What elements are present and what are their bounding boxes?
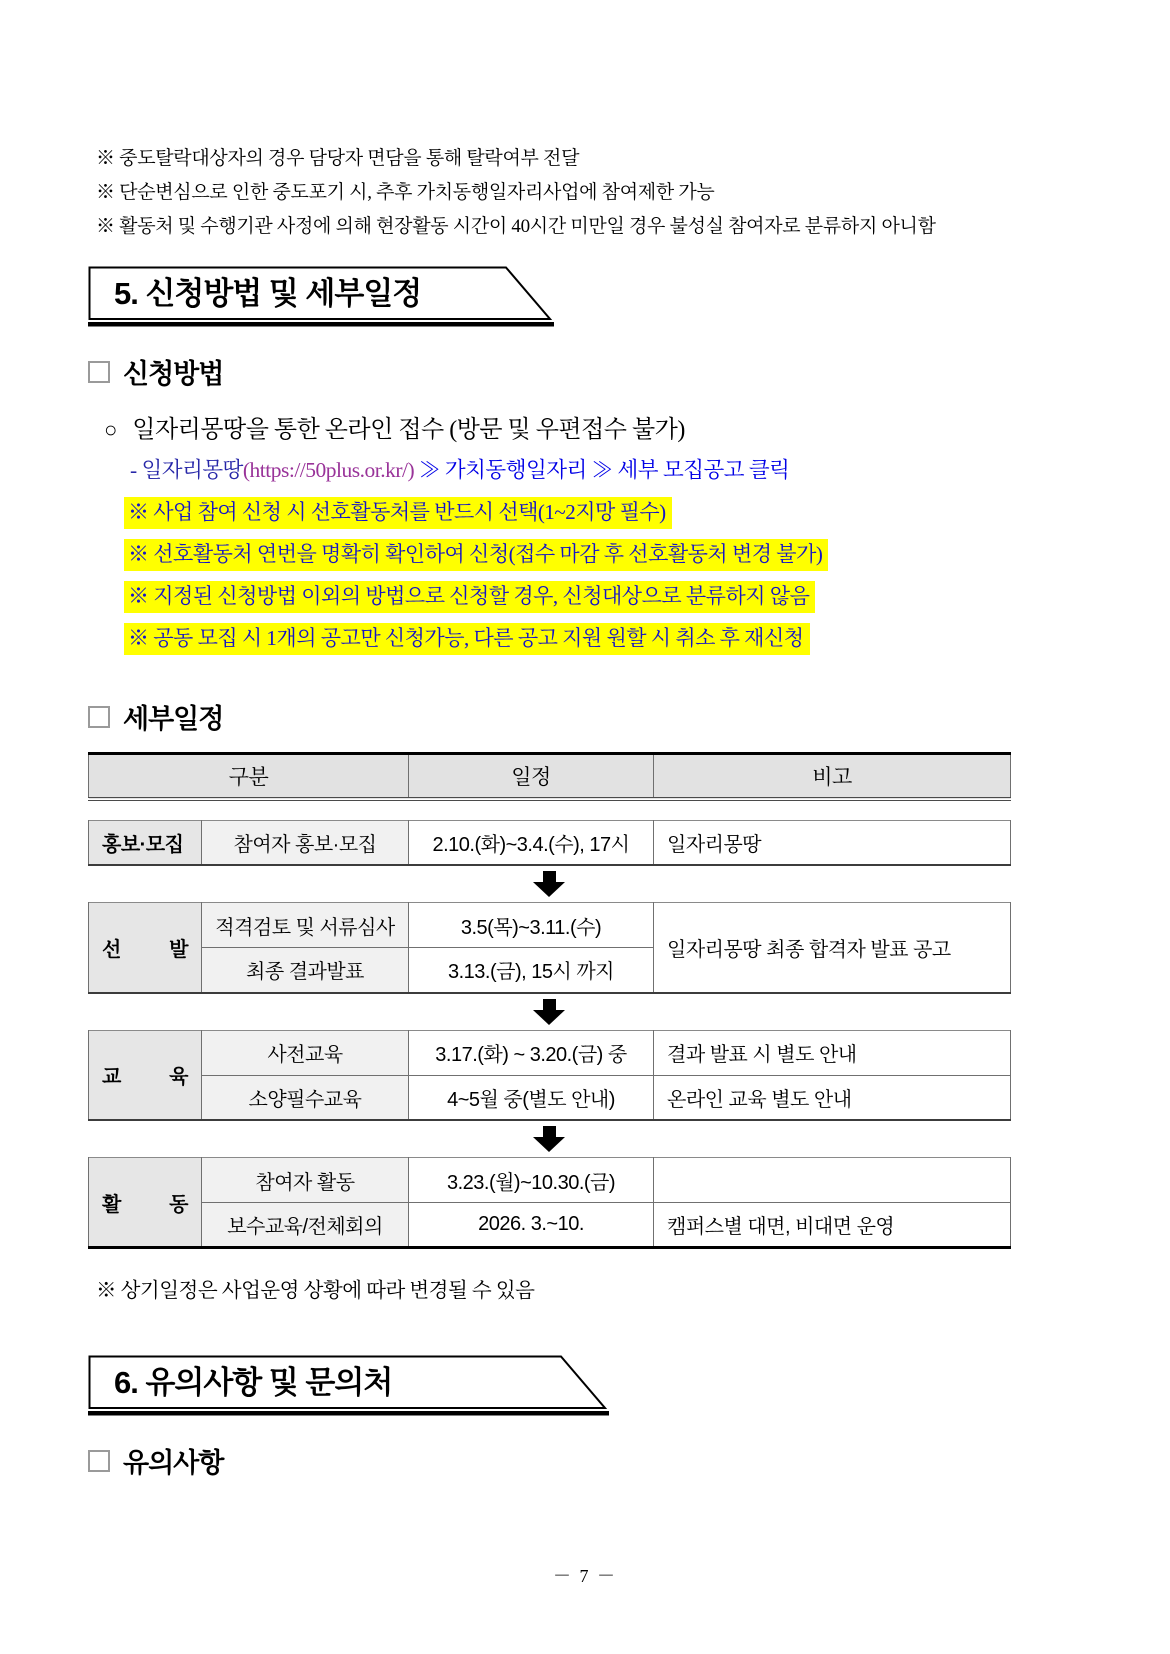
apply-highlight-notes: [88, 497, 1098, 655]
item-cell: 사전교육: [202, 1030, 409, 1075]
note-cell: 결과 발표 시 별도 안내: [654, 1030, 1011, 1075]
item-cell: 참여자 홍보·모집: [202, 820, 409, 865]
schedule-cell: 4~5월 중(별도 안내): [409, 1075, 654, 1120]
header-schedule: 일정: [409, 754, 654, 799]
flow-arrow: [88, 866, 1010, 902]
table-row: [89, 820, 1011, 865]
note-cell-merged: 일자리몽땅 최종 합격자 발표 공고: [654, 903, 1011, 993]
top-notes: [88, 142, 1098, 244]
schedule-cell: 2026. 3.~10.: [409, 1203, 654, 1248]
flow-arrow: [88, 994, 1010, 1030]
table-block-selection: [88, 902, 1011, 994]
down-arrow-icon: [533, 999, 565, 1025]
apply-link-line: [88, 453, 1098, 484]
note-line: ※ 단순변심으로 인한 중도포기 시, 추후 가치동행일자리사업에 참여제한 가능: [96, 182, 715, 203]
caution-heading-label: 유의사항: [123, 1448, 224, 1478]
square-marker-icon: [88, 1450, 110, 1472]
site-name-text: - 일자리몽땅: [130, 458, 243, 482]
schedule-cell: 2.10.(화)~3.4.(수), 17시: [409, 820, 654, 865]
header-note: 비고: [654, 754, 1011, 799]
table-row: [89, 903, 1011, 948]
table-row: [89, 1203, 1011, 1248]
category-cell: 교 육: [89, 1030, 202, 1120]
online-apply-text: 일자리몽땅을 통한 온라인 접수 (방문 및 우편접수 불가): [132, 417, 685, 443]
schedule-cell: 3.23.(월)~10.30.(금): [409, 1158, 654, 1203]
down-arrow-icon: [533, 1126, 565, 1152]
category-cell: 홍보·모집: [89, 820, 202, 865]
category-cell: 선 발: [89, 903, 202, 993]
schedule-heading: [88, 697, 1098, 736]
schedule-cell: 3.5(목)~3.11.(수): [409, 903, 654, 948]
page-number: － 7 －: [553, 1566, 617, 1586]
highlight-note: ※ 사업 참여 신청 시 선호활동처를 반드시 선택(1~2지망 필수): [124, 497, 672, 529]
highlight-note: ※ 지정된 신청방법 이외의 방법으로 신청할 경우, 신청대상으로 분류하지 않음: [124, 581, 815, 613]
section6-title: 6. 유의사항 및 문의처: [114, 1365, 393, 1400]
item-cell: 적격검토 및 서류심사: [202, 903, 409, 948]
section6-banner: [88, 1355, 613, 1421]
online-apply-bullet: [88, 409, 1098, 444]
schedule-heading-label: 세부일정: [123, 704, 224, 734]
section5-title: 5. 신청방법 및 세부일정: [114, 276, 422, 311]
apply-method-heading: [88, 352, 1098, 391]
item-cell: 소양필수교육: [202, 1075, 409, 1120]
header-category: 구분: [89, 754, 409, 799]
note-cell: 캠퍼스별 대면, 비대면 운영: [654, 1203, 1011, 1248]
table-block-promotion: [88, 820, 1011, 867]
caution-heading: [88, 1441, 1098, 1480]
table-row: [89, 1158, 1011, 1203]
note-cell: 일자리몽땅: [654, 820, 1011, 865]
square-marker-icon: [88, 361, 110, 383]
down-arrow-icon: [533, 871, 565, 897]
category-cell: 활 동: [89, 1158, 202, 1248]
item-cell: 보수교육/전체회의: [202, 1203, 409, 1248]
section5-banner: [88, 266, 558, 332]
table-row: [89, 1075, 1011, 1120]
apply-method-heading-label: 신청방법: [123, 359, 224, 389]
highlight-note: ※ 선호활동처 연번을 명확히 확인하여 신청(접수 마감 후 선호활동처 변경 불가): [124, 539, 828, 571]
square-marker-icon: [88, 706, 110, 728]
note-cell: [654, 1158, 1011, 1203]
table-block-education: [88, 1030, 1011, 1122]
highlight-note: ※ 공동 모집 시 1개의 공고만 신청가능, 다른 공고 지원 원할 시 취소 후 재신청: [124, 623, 810, 655]
item-cell: 최종 결과발표: [202, 948, 409, 993]
schedule-cell: 3.13.(금), 15시 까지: [409, 948, 654, 993]
schedule-table-header: [88, 752, 1011, 801]
item-cell: 참여자 활동: [202, 1158, 409, 1203]
note-line: ※ 중도탈락대상자의 경우 담당자 면담을 통해 탈락여부 전달: [96, 148, 580, 169]
schedule-change-note: ※ 상기일정은 사업운영 상황에 따라 변경될 수 있음: [96, 1280, 535, 1302]
link-path-text: ≫ 가치동행일자리 ≫ 세부 모집공고 클릭: [414, 458, 790, 482]
schedule-table: [88, 752, 1010, 1249]
circle-bullet-icon: ○: [104, 417, 117, 442]
note-cell: 온라인 교육 별도 안내: [654, 1075, 1011, 1120]
flow-arrow: [88, 1121, 1010, 1157]
site-url-link[interactable]: (https://50plus.or.kr/): [242, 458, 415, 482]
schedule-cell: 3.17.(화) ~ 3.20.(금) 중: [409, 1030, 654, 1075]
note-line: ※ 활동처 및 수행기관 사정에 의해 현장활동 시간이 40시간 미만일 경우 불성실 참여자로 분류하지 아니함: [96, 216, 936, 237]
table-block-activity: [88, 1157, 1011, 1249]
table-row: [89, 1030, 1011, 1075]
